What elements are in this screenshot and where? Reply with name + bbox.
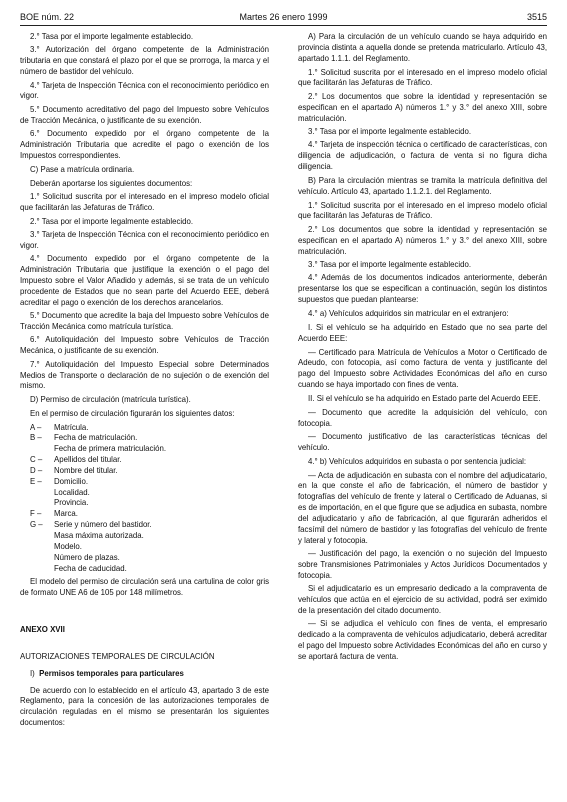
subsection-heading: 4.° a) Vehículos adquiridos sin matricular en el extranjero: xyxy=(308,308,509,318)
paragraph: 2.° Los documentos que sobre la identidad y representación se especifican en el apartado A) números 1.° y 3.° del anexo XIII, sobre matriculación. xyxy=(298,224,547,256)
item-text: Fecha de primera matriculación. xyxy=(54,444,167,454)
paragraph: II. Si el vehículo se ha adquirido en Estado parte del Acuerdo EEE. xyxy=(308,393,541,403)
page-number: 3515 xyxy=(526,12,547,22)
header-rule xyxy=(20,25,547,26)
list-item xyxy=(20,520,269,531)
item-text: Masa máxima autorizada. xyxy=(54,530,144,540)
paragraph: 6.° Autoliquidación del Impuesto sobre Vehículos de Tracción Mecánica, o justificante de su exención. xyxy=(20,335,269,356)
list-item xyxy=(20,466,269,477)
annex-subtitle: AUTORIZACIONES TEMPORALES DE CIRCULACIÓN xyxy=(20,651,215,661)
item-code: A – xyxy=(30,422,42,432)
permit-data-list xyxy=(20,423,269,575)
paragraph: I. Si el vehículo se ha adquirido en Estado que no sea parte del Acuerdo EEE: xyxy=(298,322,547,343)
paragraph: 3.° Tarjeta de Inspección Técnica con el reconocimiento periódico en vigor. xyxy=(20,230,269,250)
section-title-text: Permisos temporales para particulares xyxy=(39,668,184,678)
journal-issue: BOE núm. 22 xyxy=(20,12,75,22)
paragraph: 4.° Además de los documentos indicados anteriormente, deberán presentarse los que se especifican a continuación, según los distintos supuestos que puedan plantearse: xyxy=(298,273,547,305)
page-header xyxy=(20,12,547,24)
list-item xyxy=(20,455,269,466)
list-item xyxy=(20,531,269,542)
item-text: Domicilio. xyxy=(54,476,88,486)
list-item xyxy=(20,423,269,434)
annex-title: ANEXO XVII xyxy=(20,625,65,635)
item-code xyxy=(20,488,54,499)
section-title xyxy=(20,669,269,680)
left-column xyxy=(20,32,269,732)
item-code: F – xyxy=(30,509,42,519)
paragraph: 3.° Tasa por el importe legalmente establecido. xyxy=(308,260,472,269)
item-text: Fecha de matriculación. xyxy=(54,433,138,443)
paragraph: 6.° Documento expedido por el órgano competente de la Administración Tributaria que acredite el pago o exención de los Impuestos correspondientes. xyxy=(20,129,269,160)
right-column xyxy=(298,32,547,665)
paragraph: 7.° Autoliquidación del Impuesto Especial sobre Determinados Medios de Transporte o declaración de no sujeción o de exención del mismo. xyxy=(20,359,269,391)
paragraph: 3.° Autorización del órgano competente de la Administración tributaria en que constará el plazo por el que se prorroga, la marca y el número de bastidor del vehículo. xyxy=(20,45,269,77)
item-code: G – xyxy=(30,520,43,530)
subsection-heading: 4.° b) Vehículos adquiridos en subasta o por sentencia judicial: xyxy=(308,456,527,466)
paragraph: — Justificación del pago, la exención o no sujeción del Impuesto sobre Transmisiones Patrimoniales y Actos Jurídicos Documentados y fotocopia. xyxy=(298,549,547,580)
item-text: Localidad. xyxy=(54,487,90,497)
list-item xyxy=(20,553,269,564)
paragraph: 2.° Tasa por el importe legalmente establecido. xyxy=(30,216,194,226)
paragraph: 1.° Solicitud suscrita por el interesado en el impreso modelo oficial que facilitarán las Jefaturas de Tráfico. xyxy=(298,200,547,221)
list-item xyxy=(20,488,269,499)
issue-date: Martes 26 enero 1999 xyxy=(239,12,328,22)
paragraph: — Documento que acredite la adquisición del vehículo, con fotocopia. xyxy=(298,407,547,428)
paragraph: 5.° Documento que acredite la baja del Impuesto sobre Vehículos de Tracción Mecánica como matrícula turística. xyxy=(20,311,269,331)
item-text: Nombre del titular. xyxy=(54,465,118,475)
item-code: E – xyxy=(30,476,42,486)
paragraph: 5.° Documento acreditativo del pago del Impuesto sobre Vehículos de Tracción Mecánica, o justificante de su exención. xyxy=(20,104,269,125)
section-heading: B) Para la circulación mientras se tramita la matrícula definitiva del vehículo. Artículo 43, apartado 1.1.2.1. del Reglamento. xyxy=(298,175,547,196)
list-item xyxy=(20,444,269,455)
item-text: Serie y número del bastidor. xyxy=(54,520,152,530)
paragraph: 1.° Solicitud suscrita por el interesado en el impreso modelo oficial que facilitarán las Jefaturas de Tráfico. xyxy=(20,192,269,213)
paragraph: De acuerdo con lo establecido en el artículo 43, apartado 3 de este Reglamento, para la concesión de las autorizaciones temporales de circulación reguladas en el mismo se presentarán los siguientes documentos: xyxy=(20,685,269,728)
paragraph: — Documento justificativo de las características técnicas del vehículo. xyxy=(298,432,547,452)
paragraph: 4.° Tarjeta de inspección técnica o certificado de características, con diligencia de adjudicación, o factura de venta si no figura dicha diligencia. xyxy=(298,140,547,172)
paragraph: 4.° Tarjeta de Inspección Técnica con el reconocimiento periódico en vigor. xyxy=(20,80,269,101)
item-code: C – xyxy=(30,455,43,465)
list-item xyxy=(20,498,269,509)
item-text: Matrícula. xyxy=(54,422,89,432)
section-heading: D) Permiso de circulación (matrícula turística). xyxy=(30,395,191,405)
paragraph: Deberán aportarse los siguientes documentos: xyxy=(30,178,193,188)
section-heading: A) Para la circulación de un vehículo cuando se haya adquirido en provincia distinta a aquella donde se pretenda matricularlo. Artículo 43, apartado 1.1.1. del Reglamento. xyxy=(298,32,547,63)
item-text: Fecha de caducidad. xyxy=(54,563,127,573)
list-item xyxy=(20,564,269,575)
item-text: Provincia. xyxy=(54,498,89,508)
item-code: D – xyxy=(30,465,43,475)
paragraph: 4.° Documento expedido por el órgano competente de la Administración Tributaria que justifique la exención o el pago del Impuesto sobre el Valor Añadido y además, si se trata de un vehículo procedente de Estados que no sean parte del Acuerdo EEE, deberá acreditar el pago o exención de los derechos arancelarios. xyxy=(20,254,269,307)
paragraph: En el permiso de circulación figurarán los siguientes datos: xyxy=(30,409,235,419)
item-code xyxy=(20,564,54,575)
item-text: Apellidos del titular. xyxy=(54,455,122,465)
list-item xyxy=(20,542,269,553)
paragraph: El modelo del permiso de circulación será una cartulina de color gris de formato UNE A6 de 105 por 148 milímetros. xyxy=(20,577,269,598)
paragraph: 3.° Tasa por el importe legalmente establecido. xyxy=(308,126,472,136)
section-heading: C) Pase a matrícula ordinaria. xyxy=(30,164,135,174)
item-code: B – xyxy=(30,433,42,443)
item-code xyxy=(20,531,54,542)
item-text: Modelo. xyxy=(54,541,82,551)
paragraph: 1.° Solicitud suscrita por el interesado en el impreso modelo oficial que facilitarán las Jefaturas de Tráfico. xyxy=(298,67,547,88)
paragraph: 2.° Los documentos que sobre la identidad y representación se especifican en el apartado A) números 1.° y 3.° del anexo XIII, sobre matriculación. xyxy=(298,91,547,123)
paragraph: — Certificado para Matrícula de Vehículos a Motor o Certificado de Adeudo, con fotocopia, así como factura de venta y justificante del pago del Impuesto sobre Actividades Económicas del año en curso cuando se haya importado con fines de venta. xyxy=(298,347,547,390)
list-item xyxy=(20,433,269,444)
paragraph: 2.° Tasa por el importe legalmente establecido. xyxy=(30,32,194,41)
paragraph: Si el adjudicatario es un empresario dedicado a la compraventa de vehículos que actúa en el ejercicio de su actividad, podrá ser eximido de la presentación del citado documento. xyxy=(298,584,547,615)
paragraph: — Si se adjudica el vehículo con fines de venta, el empresario dedicado a la compraventa de vehículos adjudicatario, deberá acreditar el pago del Impuesto sobre Actividades Económicas del año en curso y se aportará factura de venta. xyxy=(298,619,547,661)
item-code xyxy=(20,498,54,509)
item-code xyxy=(20,553,54,564)
item-code xyxy=(20,444,54,455)
item-code xyxy=(20,542,54,553)
list-item xyxy=(20,509,269,520)
list-item xyxy=(20,477,269,488)
paragraph: — Acta de adjudicación en subasta con el nombre del adjudicatario, en la que conste el año de fabricación, el número de bastidor y fotografías del vehículo de frente y lateral o Certificado de Aduanas, si es de importación, en el que figure que se adjudica en subasta, nombre del adjudicatario y año de fabricación, al que figurarán adheridos el facsímil del número de bastidor y las fotografías del vehículo de frente y lateral y fotocopia. xyxy=(298,470,547,545)
section-number: I) xyxy=(30,668,35,678)
item-text: Número de plazas. xyxy=(54,552,120,562)
item-text: Marca. xyxy=(54,509,78,519)
